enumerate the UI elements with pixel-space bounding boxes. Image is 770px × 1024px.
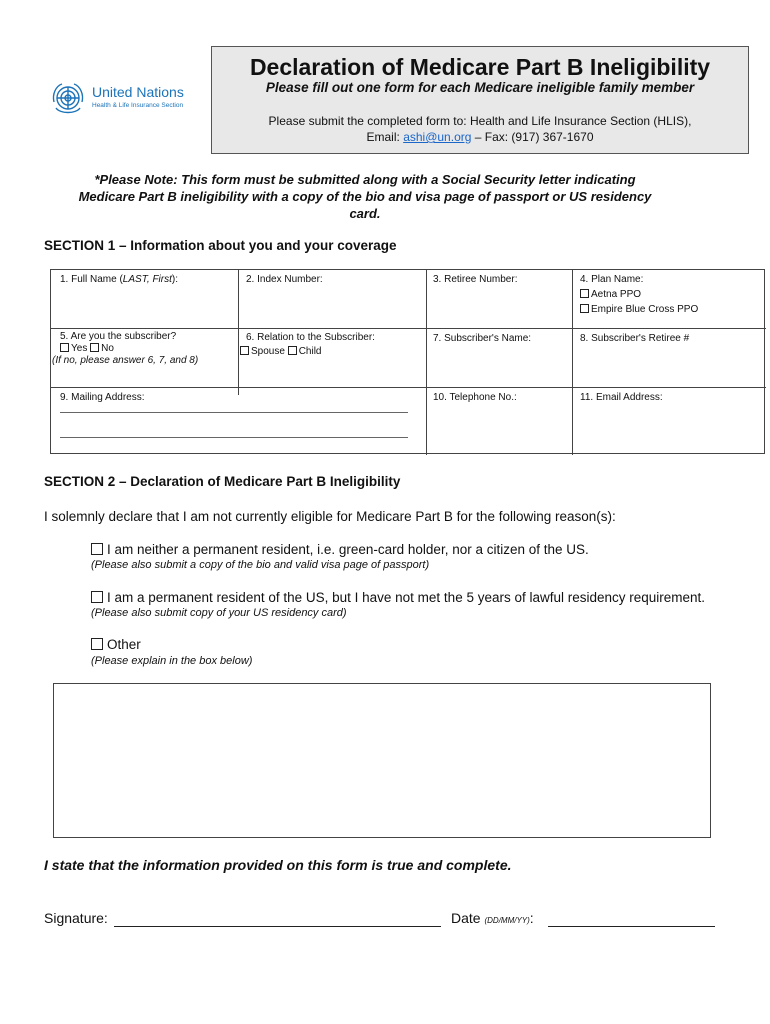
reason-option-1[interactable] [91,542,589,557]
date-colon: : [529,910,534,926]
email-address-field[interactable]: 11. Email Address: [580,392,663,403]
logo-section-name: Health & Life Insurance Section [92,102,184,109]
declaration-text: I solemnly declare that I am not currently eligible for Medicare Part B for the following reason(s): [44,509,616,524]
retiree-number-field[interactable]: 3. Retiree Number: [433,274,518,285]
subscriber-question-label: 5. Are you the subscriber? [60,331,177,342]
subscriber-options [60,343,198,355]
reason-option-3[interactable] [91,637,141,652]
full-name-field[interactable] [60,272,178,287]
email-link[interactable]: ashi@un.org [403,130,472,144]
submission-note [40,171,690,222]
reason-3-checkbox[interactable] [91,638,103,650]
note-line-1: *Please Note: This form must be submitted along with a Social Security letter indicating [94,172,636,187]
page-subtitle: Please fill out one form for each Medicare ineligible family member [265,80,695,95]
signature-line[interactable] [114,926,441,927]
fax-text: – Fax: (917) 367-1670 [471,130,594,144]
date-label-text: Date [451,910,485,926]
submit-instructions: Please submit the completed form to: Health and Life Insurance Section (HLIS), [268,114,692,128]
subscriber-retiree-field[interactable]: 8. Subscriber's Retiree # [580,333,690,344]
reason-1-hint: (Please also submit a copy of the bio and valid visa page of passport) [91,559,430,571]
subscriber-yes-label: Yes [71,343,88,354]
reason-2-checkbox[interactable] [91,591,103,603]
note-line-2: Medicare Part B ineligibility with a copy of the bio and visa page of passport or US residency [78,189,652,204]
explanation-box[interactable] [53,683,711,838]
aetna-ppo-option[interactable] [580,287,698,302]
coverage-info-table [50,269,765,454]
reason-2-label: I am a permanent resident of the US, but I have not met the 5 years of lawful residency requirement. [107,590,706,605]
mailing-address-line-1[interactable] [60,412,408,413]
plan-name-field [580,272,698,317]
empire-ppo-label: Empire Blue Cross PPO [591,304,699,315]
reason-3-hint: (Please explain in the box below) [91,655,253,667]
child-label: Child [298,346,322,357]
subscriber-no-label: No [101,343,114,354]
section-2-title: SECTION 2 – Declaration of Medicare Part B Ineligibility [44,474,401,489]
full-name-label-format: LAST, First [122,274,172,285]
email-label: Email: [366,130,404,144]
telephone-field[interactable]: 10. Telephone No.: [433,392,517,403]
plan-name-label: 4. Plan Name: [580,274,644,285]
reason-option-2[interactable] [91,590,705,605]
contact-line [211,130,749,144]
signature-label: Signature: [44,910,108,926]
reason-1-checkbox[interactable] [91,543,103,555]
subscriber-yes-checkbox[interactable] [60,343,69,352]
empire-ppo-option[interactable] [580,302,698,317]
date-format-hint: (DD/MM/YY) [484,916,530,925]
reason-3-label: Other [107,637,141,652]
relation-options [240,345,375,359]
relation-field [246,331,375,359]
aetna-ppo-checkbox[interactable] [580,289,589,298]
relation-label: 6. Relation to the Subscriber: [246,332,375,343]
mailing-address-line-2[interactable] [60,437,408,438]
mailing-address-label: 9. Mailing Address: [60,392,145,403]
spouse-label: Spouse [251,346,285,357]
section-1-title: SECTION 1 – Information about you and your coverage [44,238,397,253]
logo-org-name: United Nations [92,84,184,100]
date-label [451,910,534,926]
reason-1-label: I am neither a permanent resident, i.e. green-card holder, nor a citizen of the US. [107,542,589,557]
page-title: Declaration of Medicare Part B Ineligibility [249,54,711,80]
full-name-label-prefix: 1. Full Name ( [60,274,123,285]
un-logo [48,80,198,120]
spouse-checkbox[interactable] [240,346,249,355]
index-number-field[interactable]: 2. Index Number: [246,274,323,285]
subscriber-name-field[interactable]: 7. Subscriber's Name: [433,333,532,344]
subscriber-hint: (If no, please answer 6, 7, and 8) [52,355,199,366]
child-checkbox[interactable] [288,346,297,355]
subscriber-no-checkbox[interactable] [90,343,99,352]
attestation-statement: I state that the information provided on this form is true and complete. [44,857,512,873]
reason-2-hint: (Please also submit copy of your US residency card) [91,607,347,619]
empire-ppo-checkbox[interactable] [580,304,589,313]
date-line[interactable] [548,926,715,927]
subscriber-question [52,331,199,367]
aetna-ppo-label: Aetna PPO [591,289,642,300]
un-emblem-icon [48,80,88,118]
note-line-3: card. [349,206,381,221]
full-name-label-suffix: ): [171,274,178,285]
